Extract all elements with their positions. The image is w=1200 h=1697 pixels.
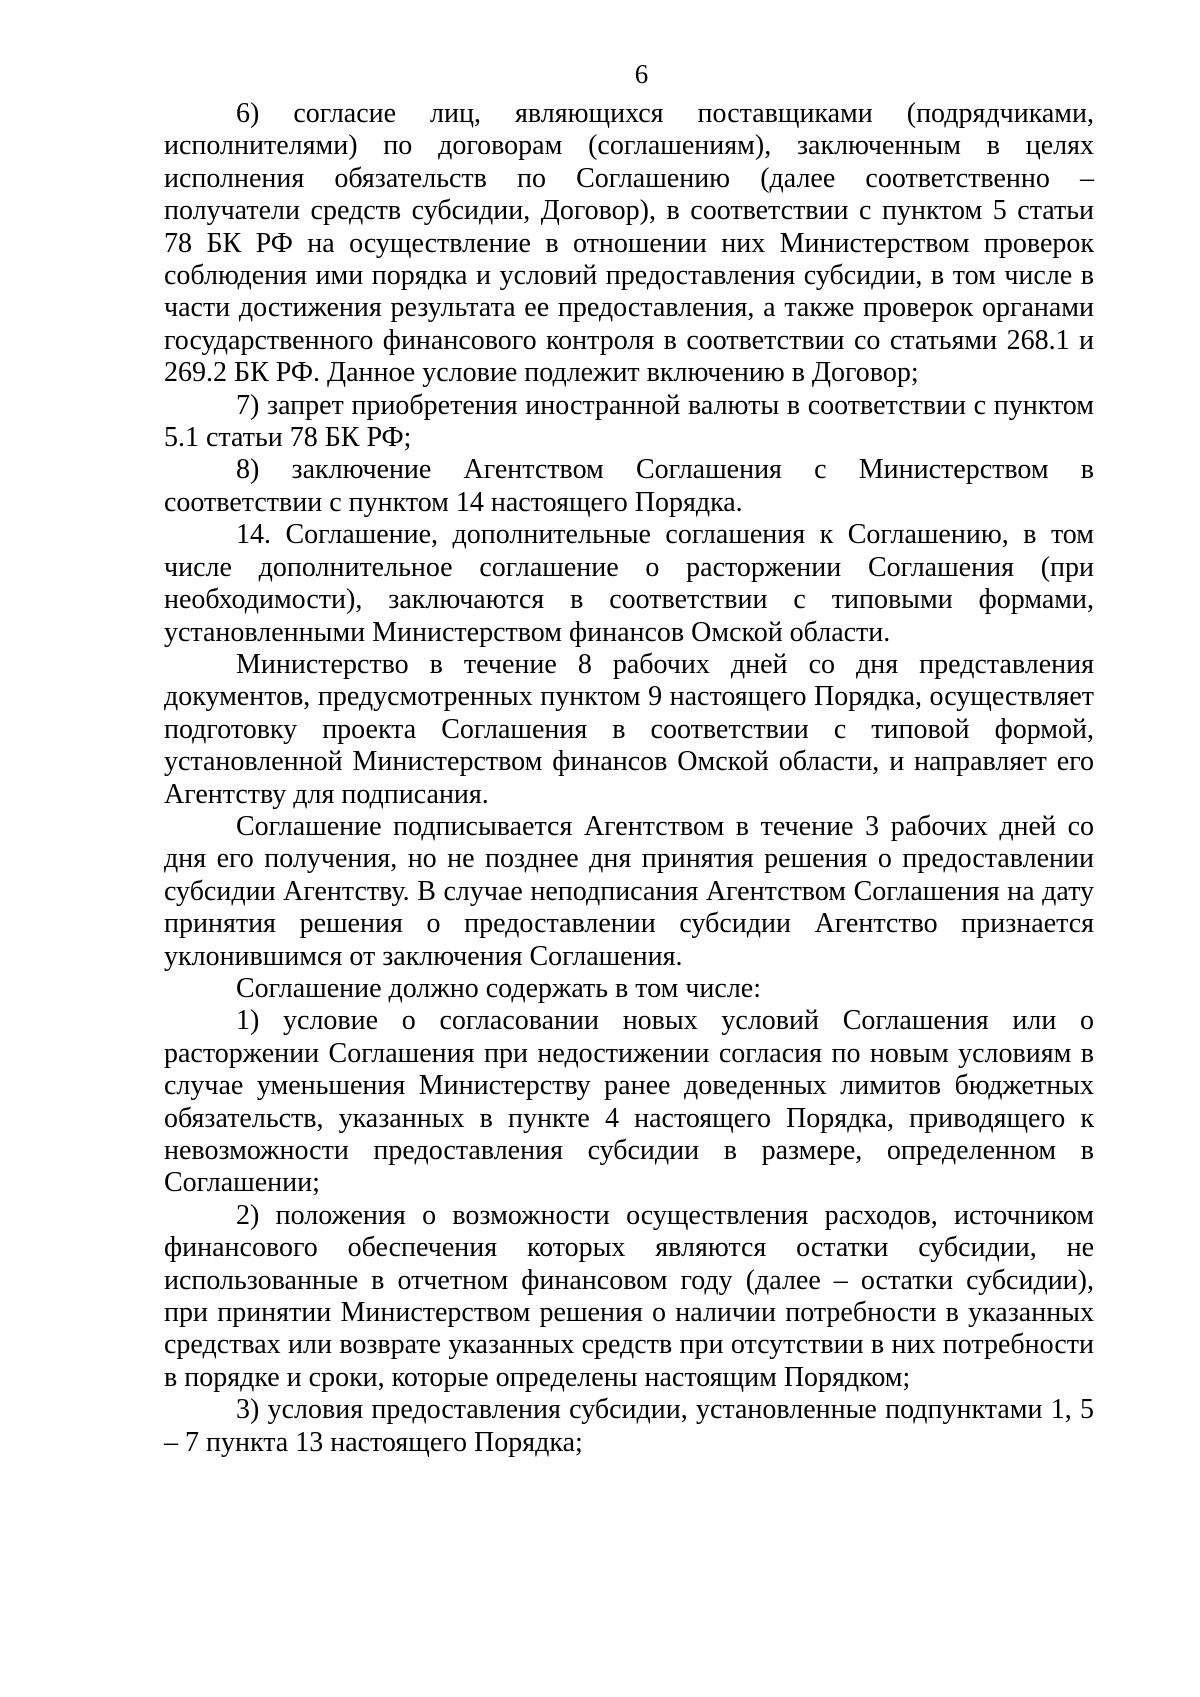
paragraph-clause-14: 14. Соглашение, дополнительные соглашения к Соглашению, в том числе дополнительное соглашение о расторжении Соглашения (при необходимости), заключаются в соответствии с типовыми формами, установленными Министерством финансов Омской области. [164, 519, 1094, 648]
paragraph-contents-item-2: 2) положения о возможности осуществления расходов, источником финансового обеспечения которых являются остатки субсидии, не использованные в отчетном финансовом году (далее – остатки субсидии), при принятии Министерством решения о наличии потребности в указанных средствах или возврате указанных средств при отсутствии в них потребности в порядке и сроки, которые определены настоящим Порядком; [164, 1199, 1094, 1393]
paragraph-item-8-agreement: 8) заключение Агентством Соглашения с Министерством в соответствии с пунктом 14 настоящего Порядка. [164, 454, 1094, 518]
page-number: 6 [634, 59, 649, 89]
paragraph-agreement-contents-intro: Соглашение должно содержать в том числе: [236, 972, 761, 1004]
document-body [164, 98, 1094, 1459]
paragraph-agreement-signing: Соглашение подписывается Агентством в течение 3 рабочих дней со дня его получения, но не позднее дня принятия решения о предоставлении субсидии Агентству. В случае неподписания Агентством Соглашения на дату принятия решения о предоставлении субсидии Агентство признается уклонившимся от заключения Соглашения. [164, 810, 1094, 972]
paragraph-contents-item-1: 1) условие о согласовании новых условий Соглашения или о расторжении Соглашения при недостижении согласия по новым условиям в случае уменьшения Министерству ранее доведенных лимитов бюджетных обязательств, указанных в пункте 4 настоящего Порядка, приводящего к невозможности предоставления субсидии в размере, определенном в Соглашении; [164, 1005, 1094, 1199]
paragraph-ministry-preparation: Министерство в течение 8 рабочих дней со дня представления документов, предусмотренных пунктом 9 настоящего Порядка, осуществляет подготовку проекта Соглашения в соответствии с типовой формой, установленной Министерством финансов Омской области, и направляет его Агентству для подписания. [164, 648, 1094, 810]
paragraph-contents-item-3: 3) условия предоставления субсидии, установленные подпунктами 1, 5 – 7 пункта 13 настоящего Порядка; [164, 1394, 1094, 1458]
paragraph-item-7-currency-ban: 7) запрет приобретения иностранной валюты в соответствии с пунктом 5.1 статьи 78 БК РФ; [164, 389, 1094, 454]
paragraph-item-6-consent: 6) согласие лиц, являющихся поставщиками (подрядчиками, исполнителями) по договорам (соглашениям), заключенным в целях исполнения обязательств по Соглашению (далее соответственно – получатели средств субсидии, Договор), в соответствии с пунктом 5 статьи 78 БК РФ на осуществление в отношении них Министерством проверок соблюдения ими порядка и условий предоставления субсидии, в том числе в части достижения результата ее предоставления, а также проверок органами государственного финансового контроля в соответствии со статьями 268.1 и 269.2 БК РФ. Данное условие подлежит включению в Договор; [164, 98, 1094, 389]
